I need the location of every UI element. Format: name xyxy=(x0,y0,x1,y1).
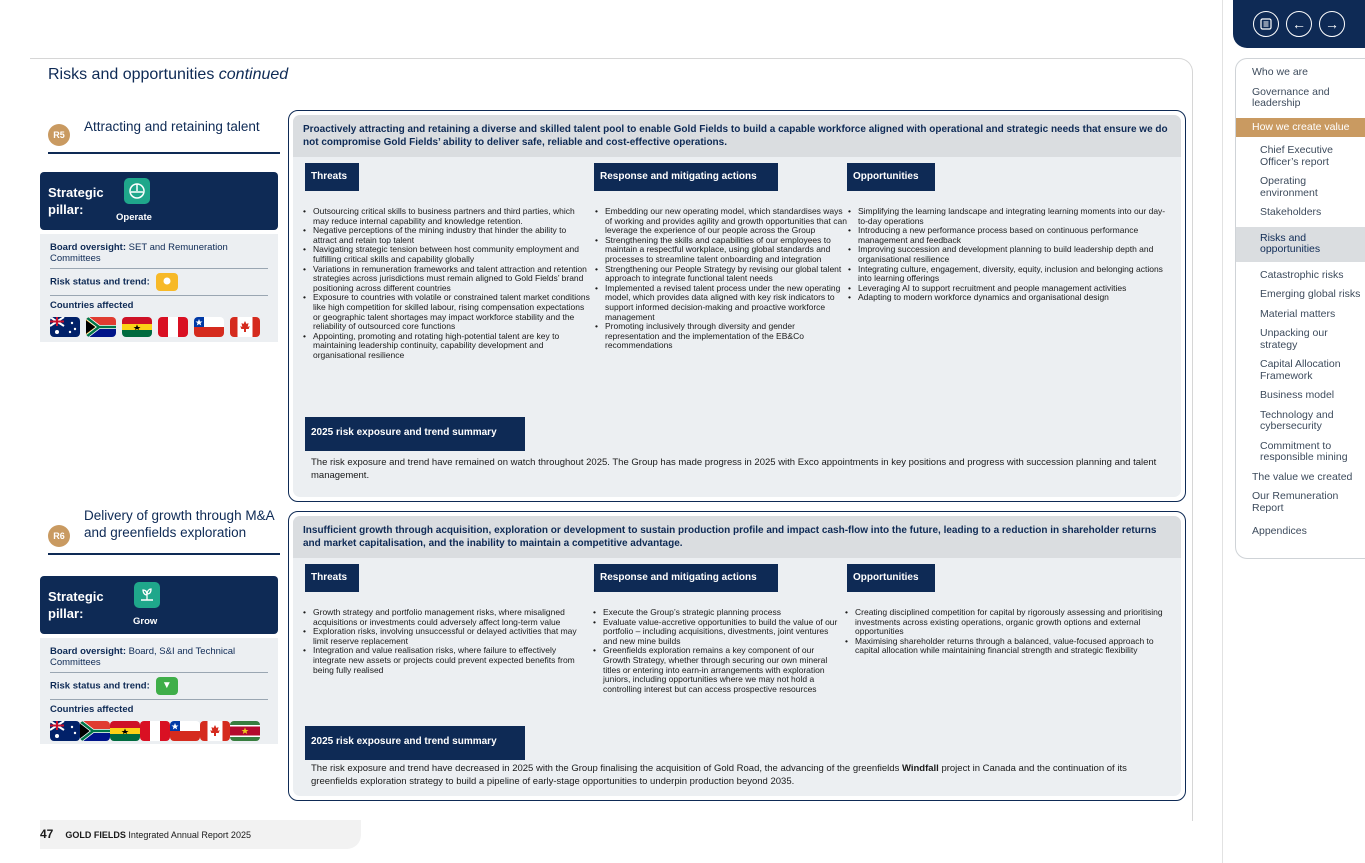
risk-box-inner xyxy=(293,115,1181,497)
list-item: • Integrating culture, engagement, diversity, equity, inclusion and belonging actions into learning offerings xyxy=(848,265,1174,284)
countries-label: Countries affected xyxy=(50,300,134,311)
opportunities-list xyxy=(845,608,1175,656)
nav-item-material-matters[interactable]: Material matters xyxy=(1260,307,1336,320)
nav-item-business-model[interactable]: Business model xyxy=(1260,389,1335,401)
opportunities-header: Opportunities xyxy=(847,163,935,191)
list-item: • Promoting inclusively through diversity and gender representation and the implementation of the EB&Co recommendations xyxy=(595,322,847,351)
list-item: • Improving succession and development planning to build leadership depth and organisational resilience xyxy=(848,245,1174,264)
risk-lead: Proactively attracting and retaining a diverse and skilled talent pool to enable Gold Fields to build a capable workforce aligned with operational and strategic needs that ensure we do not compromise Gold Fields’ ability to deliver safe, reliable and cost-effective operations. xyxy=(293,115,1181,157)
nav-item-ceo-report[interactable]: Chief Executive Officer’s report xyxy=(1260,144,1333,168)
list-item: • Adapting to modern workforce dynamics and organisational design xyxy=(848,293,1174,303)
response-header: Response and mitigating actions xyxy=(594,564,778,592)
risk-badge: R5 xyxy=(48,124,70,146)
list-item: • Simplifying the learning landscape and integrating learning moments into our day-to-day operations xyxy=(848,207,1174,226)
circle-icon xyxy=(156,273,178,291)
list-item: • Strengthening our People Strategy by revising our global talent approach to integrate functional talent needs xyxy=(595,265,847,284)
list-item: • Evaluate value-accretive opportunities to build the value of our portfolio – including acquisitions, divestments, joint ventures and new mine builds xyxy=(593,618,843,647)
side-nav xyxy=(1235,58,1365,559)
flag-chile-icon xyxy=(170,721,200,741)
list-item: • Strengthening the skills and capabilities of our employees to maintain a respectful workplace, using global standards and processes to streamline talent onboarding and integration xyxy=(595,236,847,265)
strategic-pillar xyxy=(40,172,278,230)
flag-ghana-icon xyxy=(122,317,152,337)
flag-south-africa-icon xyxy=(80,721,110,741)
page-title: Risks and opportunities continued xyxy=(48,66,289,83)
plant-hand-icon xyxy=(134,582,160,608)
board-oversight: Board oversight: SET and Remuneration Committees xyxy=(50,238,268,269)
nav-item-emerging-risks[interactable]: Emerging global risks xyxy=(1260,288,1361,300)
flag-suriname-icon xyxy=(230,721,260,741)
risk-lead: Insufficient growth through acquisition, exploration or development to sustain production profile and impact cash-flow into the future, leading to a reduction in shareholder returns and market capitalisation, and the inability to maintain a competitive advantage. xyxy=(293,516,1181,558)
nav-item-responsible-mining[interactable]: Commitment to responsible mining xyxy=(1260,439,1348,463)
list-item: • Growth strategy and portfolio management risks, where misaligned acquisitions or investments could adversely affect long-term value xyxy=(303,608,587,627)
list-item: • Greenfields exploration remains a key component of our Growth Strategy, whether through securing our own mineral titles or entering into earn-in arrangements with exploration juniors, including opportunities where we may not hold a controlling interest but can access prospective resources xyxy=(593,646,843,694)
nav-item-appendices[interactable]: Appendices xyxy=(1252,525,1307,537)
nav-item-who-we-are[interactable]: Who we are xyxy=(1252,66,1309,78)
threats-header: Threats xyxy=(305,163,359,191)
risk-box-r6 xyxy=(288,511,1186,801)
opportunities-list xyxy=(848,207,1174,303)
list-item: • Leveraging AI to support recruitment and people management activities xyxy=(848,284,1174,294)
forward-arrow-icon[interactable]: → xyxy=(1319,11,1345,37)
summary-header: 2025 risk exposure and trend summary xyxy=(305,417,525,451)
country-flags xyxy=(50,721,268,741)
risk-info-panel xyxy=(40,234,278,342)
responses-list xyxy=(595,207,847,351)
list-item: • Navigating strategic tension between host community employment and fulfilling critical skills and capability globally xyxy=(303,245,591,264)
nav-toolbar xyxy=(1233,0,1365,48)
risk-name: Attracting and retaining talent xyxy=(84,119,260,134)
contents-icon[interactable] xyxy=(1253,11,1279,37)
opportunities-header: Opportunities xyxy=(847,564,935,592)
strategic-pillar xyxy=(40,576,278,634)
response-header: Response and mitigating actions xyxy=(594,163,778,191)
list-item: • Exploration risks, involving unsuccessful or delayed activities that may limit reserve replacement xyxy=(303,627,587,646)
nav-item-stakeholders[interactable]: Stakeholders xyxy=(1260,206,1322,218)
nav-item-operating-environment[interactable]: Operating environment xyxy=(1260,175,1318,199)
pillar-name: Grow xyxy=(133,616,158,627)
nav-item-catastrophic-risks[interactable]: Catastrophic risks xyxy=(1260,268,1344,281)
threats-list xyxy=(303,608,587,675)
nav-item-risks-opportunities[interactable]: Risks and opportunities xyxy=(1236,227,1365,262)
risk-header-r5 xyxy=(48,118,280,154)
down-arrow-icon: ▼ xyxy=(156,677,178,695)
summary-header: 2025 risk exposure and trend summary xyxy=(305,726,525,760)
risk-name: Delivery of growth through M&A and greenfields exploration xyxy=(84,508,274,540)
responses-list xyxy=(593,608,843,694)
list-item: • Introducing a new performance process based on continuous performance management and feedback xyxy=(848,226,1174,245)
risk-box-r5 xyxy=(288,110,1186,502)
risk-header-r6 xyxy=(48,507,280,555)
list-item: • Creating disciplined competition for capital by rigorously assessing and prioritising investments across existing operations, organic growth options and external opportunities xyxy=(845,608,1175,637)
nav-item-remuneration[interactable]: Our Remuneration Report xyxy=(1252,490,1339,514)
risk-badge: R6 xyxy=(48,525,70,547)
list-item: • Implemented a revised talent process under the new operating model, which provides data aligned with key risk indicators to support informed decision-making and proactive workforce management xyxy=(595,284,847,322)
flag-australia-icon xyxy=(50,721,80,741)
nav-item-how-we-create-value[interactable]: How we create value xyxy=(1236,118,1365,138)
board-oversight: Board oversight: Board, S&I and Technical Committees xyxy=(50,642,268,673)
list-item: • Outsourcing critical skills to business partners and third parties, which may reduce internal capability and knowledge retention. xyxy=(303,207,591,226)
threats-header: Threats xyxy=(305,564,359,592)
pillar-label: Strategic pillar: xyxy=(48,589,104,621)
countries-label: Countries affected xyxy=(50,704,134,715)
flag-canada-icon xyxy=(230,317,260,337)
list-item: • Maximising shareholder returns through a balanced, value-focused approach to capital allocation while maintaining financial strength and strategic flexibility xyxy=(845,637,1175,656)
pillar-name: Operate xyxy=(116,212,152,223)
summary-text: The risk exposure and trend have decreased in 2025 with the Group finalising the acquisition of Gold Road, the advancing of the greenfields Windfall project in Canada and the continuation of its greenfields exploration strategy to build a pipeline of early-stage opportunities to underpin production beyond 2035. xyxy=(311,763,1127,787)
list-item: • Execute the Group’s strategic planning process xyxy=(593,608,843,618)
risk-info-panel xyxy=(40,638,278,744)
nav-item-governance[interactable]: Governance and leadership xyxy=(1252,85,1330,109)
list-item: • Exposure to countries with volatile or constrained talent market conditions like high competition for skilled labour, rising compensation expectations or geographic talent shortages may impact workforce stability and the reliability of outsourced core functions xyxy=(303,293,591,331)
back-arrow-icon[interactable]: ← xyxy=(1286,11,1312,37)
risk-status: Risk status and trend: xyxy=(50,269,268,296)
nav-divider xyxy=(1222,0,1223,863)
pillar-label: Strategic pillar: xyxy=(48,185,104,217)
list-item: • Negative perceptions of the mining industry that hinder the ability to attract and retain top talent xyxy=(303,226,591,245)
flag-peru-icon xyxy=(140,721,170,741)
flag-chile-icon xyxy=(194,317,224,337)
nav-item-value-created[interactable]: The value we created xyxy=(1252,470,1353,483)
risk-box-inner xyxy=(293,516,1181,796)
country-flags xyxy=(50,317,268,337)
page-footer: 47 GOLD FIELDS Integrated Annual Report 2025 xyxy=(40,820,361,849)
list-item: • Appointing, promoting and rotating high-potential talent are key to maintaining leadership continuity, capability development and organisational resilience xyxy=(303,332,591,361)
nav-item-strategy[interactable]: Unpacking our strategy xyxy=(1260,327,1328,351)
flag-peru-icon xyxy=(158,317,188,337)
list-item: • Embedding our new operating model, which standardises ways of working and provides agility and growth opportunities that can leverage the experience of our people across the Group xyxy=(595,207,847,236)
helmet-icon xyxy=(124,178,150,204)
flag-ghana-icon xyxy=(110,721,140,741)
list-item: • Integration and value realisation risks, where failure to effectively integrate new assets or projects could prevent expected benefits from being fully realised xyxy=(303,646,587,675)
flag-canada-icon xyxy=(200,721,230,741)
flag-australia-icon xyxy=(50,317,80,337)
summary-text: The risk exposure and trend have remained on watch throughout 2025. The Group has made progress in 2025 with Exco appointments in key positions and progress with succession planning and talent management. xyxy=(311,457,1157,481)
nav-item-capital-allocation[interactable]: Capital Allocation Framework xyxy=(1260,358,1341,382)
flag-south-africa-icon xyxy=(86,317,116,337)
risk-status: Risk status and trend: ▼ xyxy=(50,673,268,700)
threats-list xyxy=(303,207,591,361)
nav-item-technology[interactable]: Technology and cybersecurity xyxy=(1260,408,1334,432)
list-item: • Variations in remuneration frameworks and talent attraction and retention strategies across jurisdictions must remain aligned to Gold Fields’ brand positioning across different countries xyxy=(303,265,591,294)
